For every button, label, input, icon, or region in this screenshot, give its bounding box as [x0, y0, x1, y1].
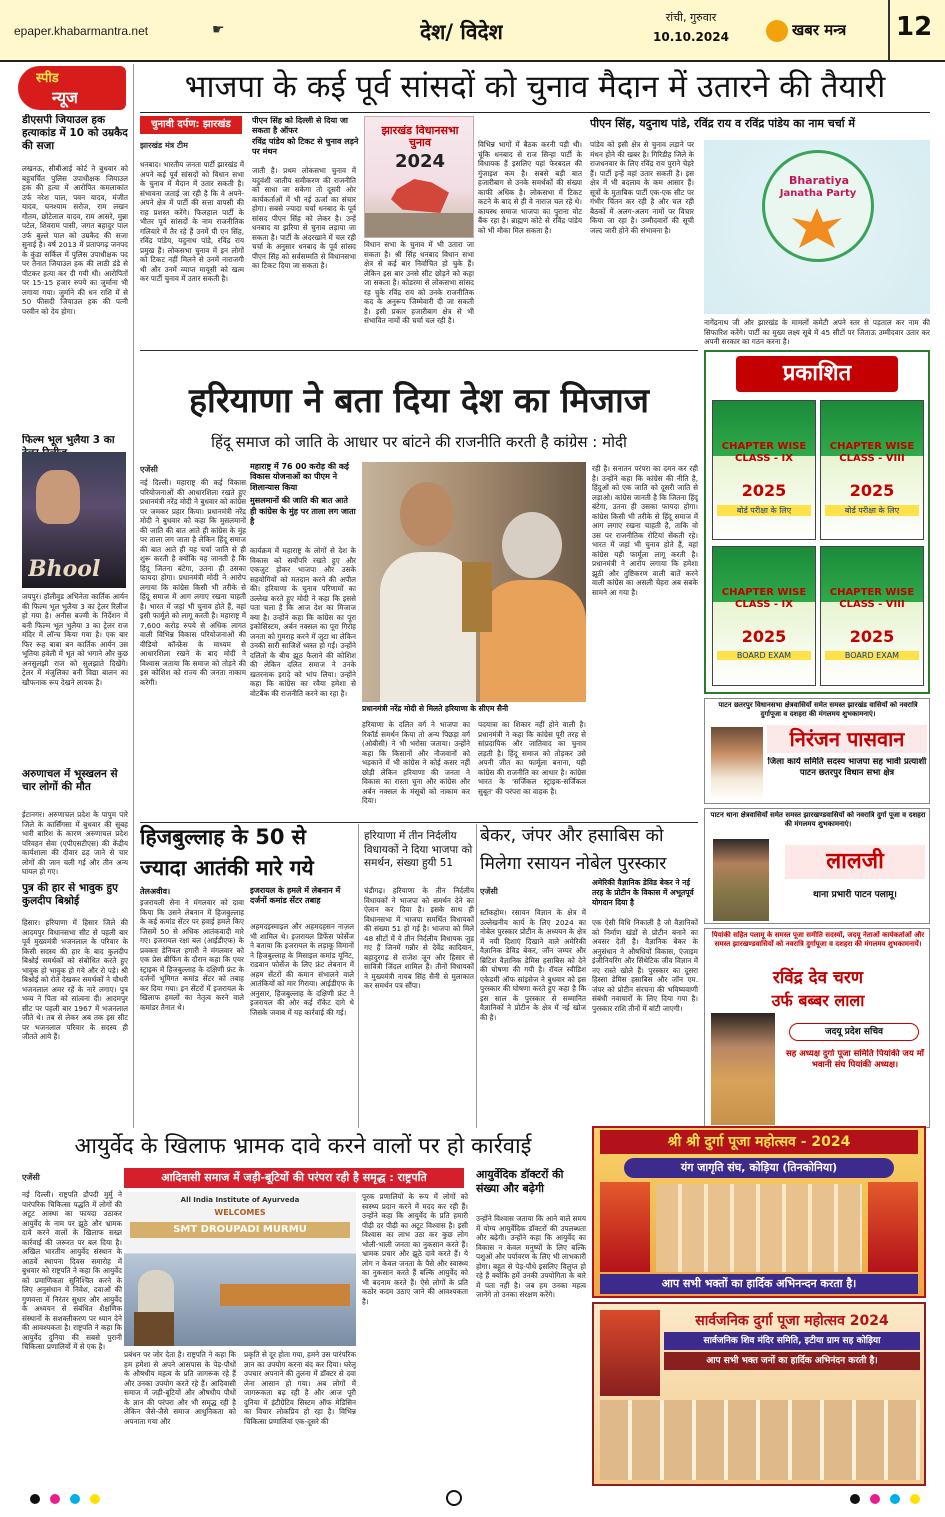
book3-year: 2025: [741, 627, 787, 646]
greeting3-top: पियांकी सहित पलामू के समस्त पूजा समीति सदस्यों, जदयू नेताओं कार्यकर्ताओं और समस्त झारखण्डवासियों को नवरात्रि दुर्गापूजा व दशहरा की मंगलमय शुभकामनायें।: [711, 931, 925, 948]
dais-shape: [220, 1284, 350, 1306]
hezbollah-col-2: अहमदइस्माइल और अहमदहसन नाज़ल भी शामिल थे। इजरायल डिफेंस फोर्सेज ने बताया कि इजरायल के लड़ाकू विमानों ने हिजबुल्लाह के मिसाइल कमांड यूनिट, राडवान फोर्सेज के लिए फ्रंट लेबनान में अहम सेंटरों की कमान संभालने वाले आतंकियों को मार गिराया। आईडीएफ के अनुसार, हिजबुल्लाह के दक्षिणी फ्रंट ने इजरायल की ओर कई रॉकेट दागे थे जिसके जवाब में यह कार्रवाई की गई।: [250, 922, 354, 1017]
cursor-icon: ☛: [212, 22, 225, 38]
election-graphic: [364, 116, 474, 238]
story2-headline: हरियाणा ने बता दिया देश का मिजाज: [188, 381, 650, 421]
ayurveda-col-2: प्रबंधन पर जोर देता है। राष्ट्रपति ने कहा कि हम हमेशा से अपने आसपास के पेड़-पौधों के औषधीय महत्व के प्रति जागरूक रहे हैं और उनका उपयोग करते रहे हैं। आदिवासी समाज में जड़ी-बूटियों और औषधीय पौधों के ज्ञान की परंपरा और भी समृद्ध रही है लेकिन जैसे-जैसे समाज आधुनिकता को अपनाता गया और: [124, 1350, 236, 1426]
speed-news-badge: [18, 66, 126, 110]
sidebar-story2-title: फिल्म भूल भुलैया 3 का: [22, 434, 115, 446]
brand-logo-icon: [766, 20, 788, 42]
story2-dateline: एजेंसी: [140, 465, 158, 474]
nobel-col-1: स्टॉकहोम। रसायन विज्ञान के क्षेत्र में उल्लेखनीय कार्य के लिए 2024 का नोबेल पुरस्कार प्रोटीन के अध्ययन के क्षेत्र में नयी दिशाएं दिखाने वाले अमेरिकी वैज्ञानिक डेविड बेकर, जॉन जम्पर और ब्रिटिश वैज्ञानिक डेमिस हसाबिस को देने की घोषणा की गयी है। रॉयल स्वीडिश एकेडमी ऑफ सांइसेज ने बुधवार को इस पुरस्कार की घोषणा करते हुए कहा है कि इस साल के पुरस्कार से सम्मानित वैज्ञानिकों ने प्रोटीन के क्षेत्र में नई खोज की है।: [480, 908, 586, 1022]
greeting3-photo: [711, 1013, 775, 1125]
lead-dateline: झारखंड मंत्र टीम: [140, 141, 188, 150]
film-poster-image: [22, 452, 126, 588]
book3-strip: BOARD EXAM: [717, 651, 811, 660]
hezbollah-headline-line-2: ज्यादा आतंकी मारे गये: [140, 856, 314, 880]
story2-col-3: हरियाणा के दलित वर्ग ने भाजपा का रिकॉर्ड समर्थन किया तो अन्य पिछड़ा वर्ग (ओबीसी) ने भी भरोसा जताया। उन्होंने कहा कि किसानों और नौजवानों को भड़काने में भी कांग्रेस ने कोई कसर नहीं छोड़ी लेकिन हरियाणा की जनता ने विकास का रास्ता चुना और कांग्रेस और अर्बन नक्सल के मंसूबों को नाकाम कर दिया।: [362, 720, 470, 805]
print-mark-black: [30, 1494, 40, 1504]
brand-name: खबर मन्त्र: [792, 21, 847, 39]
greeting1-role: जिला कार्य समिति सदस्य भाजपा सह भावी प्रत्याशी पाटन छतरपुर विधान सभा क्षेत्र: [767, 757, 927, 779]
lead-bullet-2: रविंद्र पांडेय को टिकट से चुनाव लड़ने पर मंथन: [252, 136, 359, 157]
place-day: रांची, गुरुवार: [665, 11, 717, 24]
lead-col-6: नागेंद्रनाथ जी और झारखंड के मामलों कमेटी अपने स्तर से पड़ताल कर नाम की सिफारिश करेंगे। पार्टी का मुख्य लक्ष्य सूबे में 45 सीटों पर जिताऊ उम्मीदवार उतार कर अपनी सरकार का गठन करना है।: [704, 318, 930, 346]
durga-puja-ad-1: [592, 1126, 926, 1298]
lead-tag: चुनावी दर्पण: झारखंड: [140, 116, 242, 134]
bjp-logo-line-1: Bharatiya: [788, 174, 850, 187]
durga2-org: सार्वजनिक शिव मंदिर समिति, इटीया ग्राम सह कोड़िया: [664, 1332, 920, 1350]
sidebar-story1-body: लखनऊ, सीबीआई कोर्ट ने बुधवार को बहुचर्चित पुलिस उपाधीक्षक जियाउल हक की हत्या में आरोपित कमलाकांत उर्फ नरेश पाल, पवन यादव, मंजीत यादव, घनश्याम सरोज, राम लखन गौतम, छोटेलाल यादव, राम आसरे, मुन्ना पटेल, शिवराम पासी, जगत बहादुर पाल उर्फ बुल्ले पाल को उम्रकैद की सजा सुनाई है। वर्ष 2013 में प्रतापगढ़ जनपद के कुंडा सर्किल में पुलिस उपाधीक्षक पद पर तैनात जियाउल हक की लाठी डंडे से पीटकर हत्या कर दी गयी थी। आरोपितों पर 15-15 हजार रुपये का जुर्माना भी लगाया गया। जुर्माने की धन राशि में से 50 फीसदी जियाउल हक की पत्नी परवीन को देय होगा।: [22, 164, 128, 316]
durga1-org: यंग जागृति संघ, कोड़िया (तिनकोनिया): [624, 1158, 894, 1178]
lead-bullet-1: पीएन सिंह को दिल्ली से दिया जा सकता है ऑफर: [252, 116, 349, 136]
lead-col-4: विभिन्न भागों में बैठक करनी पड़ी थी। चूंकि धनबाद से राज सिन्हा पार्टी के विधायक हैं इसलिए यहां फेरबदल की गुंजाइश कम है। सबसे बड़ी बात हजारीबाग से उनके समर्थकों की संख्या काफी अधिक है। लोकसभा में टिकट कटने के बाद से ही वे नाराज चल रहे थे। कायस्थ समाज भाजपा का पुराना वोट बैंक रहा है। ब्राह्मण कोटे से रविंद्र पांडेय को भी मौका मिल सकता है।: [478, 140, 582, 235]
hezbollah-bullet-1: इजरायल के हमले में लेबनान में दर्जनों कमांड सेंटर तबाह: [250, 886, 341, 906]
greeting1-name: निरंजन पासवान: [767, 725, 927, 753]
story2-subhead: हिंदू समाज को जाति के आधार पर बांटने की राजनीति करती है कांग्रेस : मोदी: [211, 433, 627, 451]
idol-gift-shape: [462, 562, 492, 632]
haryana-indep-body: चंडीगढ़। हरियाणा के तीन निर्दलीय विधायकों ने भाजपा को समर्थन देने का ऐलान कर दिया है। इसके साथ ही विधानसभा में भाजपा समर्थित विधायकों की संख्या 51 हो गई है। भाजपा को मिले 48 सीटों में ये तीन निर्दलीय विधायक जुड़ गए हैं जिनमें गन्नौर से देवेंद्र कादियान, बहादुरगढ़ से राजेश जून और हिसार से सावित्री जिंदल शामिल हैं। तीनों विधायकों ने मुख्यमंत्री नायब सिंह सैनी से मुलाकात कर समर्थन पत्र सौंपा।: [364, 886, 474, 990]
ayurveda-side-head: आयुर्वेदिक डॉक्टरों की संख्या और बढ़ेगी: [476, 1168, 564, 1196]
greeting1-top: पाटन छतरपुर विधानसभा क्षेत्रवासियों समेत समस्त झारखंड वासियों को नवरात्रि दुर्गापूजा व दशहरा की मंगलमय शुभकामनाएं।: [718, 701, 918, 718]
page-header: [0, 0, 945, 62]
lead-col-2: जाती है। प्रथम लोकसभा चुनाव में यदुवंशी जातीय समीकरण की राजनीति को साधा जा सकेगा तो दूसरी ओर कार्यकर्ताओं में भी नई ऊर्जा का संचार होगा। सबसे ज्यादा चर्चा धनबाद के पूर्व सांसद पीएन सिंह को लेकर है। उन्हें धनबाद या झरिया से चुनाव लड़ाया जा सकता है। पार्टी के अंदरखाने में चल रही चर्चा के अनुसार धनबाद के पूर्व सांसद पीएन सिंह को सर्वसम्मति से विधानसभा का टिकट दिया जा सकता है।: [252, 166, 356, 270]
sidebar-story3-title: अरुणाचल में भूस्खलन से चार लोगों की मौत: [22, 768, 118, 794]
print-mark-cyan: [70, 1494, 80, 1504]
book2-strip: बोर्ड परीक्षा के लिए: [825, 505, 919, 516]
lead-bullets: [252, 116, 364, 160]
nobel-divider: [476, 824, 477, 1130]
greeting3-badge: जदयू प्रदेश सचिव: [789, 1023, 919, 1041]
book2-title: CHAPTER WISE CLASS - VIII: [829, 441, 915, 464]
person2-body-shape: [480, 580, 586, 702]
badge-line-1: स्पीड: [36, 71, 59, 86]
issue-date: 10.10.2024: [653, 30, 729, 44]
story2-col-1: नई दिल्ली। महाराष्ट्र की कई विकास परियोजनाओं की आधारशिला रखते हुए प्रधानमंत्री नरेंद्र मोदी ने बुधवार को कांग्रेस पर जमकर प्रहार किया। प्रधानमंत्री नरेंद्र मोदी ने बुधवार को कहा कि मुसलमानों की जाति की बात आते ही कांग्रेस के मुंह पर ताला लग जाता है लेकिन हिंदू समाज की बात आते ही यह चर्चा जाति से ही शुरू करती है क्योंकि यह जानती है कि हिंदू जितना बंटेगा, उतना ही उसका फायदा होगा। प्रधानमंत्री मोदी ने आरोप लगाया कि कांग्रेस किसी भी तरीके से हिंदू समाज में आग लगाए रखना चाहती है। भारत में जहां भी चुनाव होते हैं, वहां इसी फार्मूले को लागू करती है। महाराष्ट्र में 7,600 करोड़ रुपये से अधिक लागत वाली विभिन्न विकास परियोजनाओं की वीडियो कॉन्फ्रेंस के माध्यम से आधारशिला रखने के बाद मोदी ने विश्वास जताया कि समाज को तोड़ने की इस कोशिश को राज्य की जनता नाकाम करेगी।: [140, 478, 246, 687]
greeting3-role: सह अध्यक्ष दुर्गा पूजा समिति पियांकी जय माँ भवानी संघ पियांकी अध्यक्ष।: [785, 1049, 925, 1071]
book-ad: [704, 350, 930, 694]
sidebar-story4-title: पुत्र की हार से भावुक हुए कुलदीप बिश्नोई: [22, 882, 118, 908]
story2-bullet-1: महाराष्ट्र में 76 00 करोड़ की कई विकास योजनाओं का पीएम ने शिलान्यास किया: [250, 462, 349, 492]
lead-rule: [140, 112, 930, 113]
book1-year: 2025: [741, 481, 787, 500]
greeting3-alias: उर्फ बब्बर लाला: [771, 991, 865, 1010]
story2-col-5: रही है। सनातन परंपरा का दमन कर रही है। उन्होंने कहा कि कांग्रेस की नीति है, हिंदुओं को एक जाति को दूसरी जाति से लड़ाओ। कांग्रेस जानती है कि जितना हिंदू बंटेगा, उतना ही उसका फायदा होगा। कांग्रेस किसी भी तरीके से हिंदू समाज में आग लगाए रखना चाहती है, ताकि वो उस पर राजनीतिक रोटियां सेंकती रहे। भारत में जहां भी चुनाव होते हैं, वहां कांग्रेस यही फार्मूला लागू करती है। प्रधानमंत्री ने आरोप लगाया कि हमेशा झूठी और तुष्टिकरण वाली बातें करने वाली कांग्रेस का असली चेहरा अब सबके सामने आ गया है।: [592, 464, 698, 597]
hezbollah-dateline: तेलअवीव।: [140, 887, 171, 896]
book1-title: CHAPTER WISE CLASS - IX: [721, 441, 807, 464]
ayurveda-col-3: प्रकृति से दूर होता गया, हमने उस पारंपरिक ज्ञान का उपयोग करना बंद कर दिया। घरेलू उपचार अपनाने की तुलना में डॉक्टर से दवा लेना आसान हो गया। अब लोगों में जागरूकता बढ़ रही है और आज पूरी दुनिया में इंटीग्रेटिव सिस्टम ऑफ मेडिसिन का विचार लोकप्रिय हो रहा है। विभिन्न चिकित्सा प्रणालियां एक-दूसरे की: [244, 1350, 356, 1426]
lead-headline: भाजपा के कई पूर्व सांसदों को चुनाव मैदान में उतारने की तैयारी: [184, 69, 886, 105]
lead-col-3: विधान सभा के चुनाव में भी उतारा जा सकता है। श्री सिंह धनबाद विधान सभा क्षेत्र से कई बार निर्वाचित हो चुके हैं। लेकिन इस बार उनसे सीट छोड़ने को कहा जा सकता है। कोडरमा से लोकसभा सांसद रह चुके रविंद्र राय को उनके राजनीतिक कद के अनुरूप जिम्मेवारी दी जा सकती है। इसी प्रकार हजारीबाग क्षेत्र से भी संभावित नामों की चर्चा चल रही है।: [364, 240, 474, 325]
durga1-goddess-right: [868, 1182, 918, 1272]
lead-bottom-rule: [140, 350, 698, 351]
book2-year: 2025: [849, 481, 895, 500]
print-mark-magenta-right: [870, 1494, 880, 1504]
person1-face-shape: [400, 482, 454, 546]
hezbollah-col-1: इजरायली सेना ने मंगलवार को दावा किया कि उसने लेबनान में हिजबुल्लाह के कई कमांड सेंटर पर हवाई हमले किए जिसमें 50 से अधिक आतंकवादी मारे गए। इजरायल रक्षा बल (आईडीएफ) के प्रवक्ता डेनियल हगारी ने मंगलवार को एक प्रेस ब्रीफिंग के दौरान कहा कि एयर स्ट्राइक में हिजबुल्लाह के दक्षिणी फ्रंट के दर्जनों भूमिगत कमांड सेंटर को तबाह कर दिया गया। इन सेंटरों में इजरायल के खिलाफ हमलों का नेतृत्व करने वाले कमांडर तैनात थे।: [140, 898, 244, 1012]
greeting2-photo: [713, 839, 769, 921]
ayurveda-col-1: नई दिल्ली। राष्ट्रपति द्रौपदी मुर्मु ने पारंपरिक चिकित्सा पद्धति में लोगों की अटूट आस्था का फायदा उठाकर आयुर्वेद के नाम पर झूठे और भ्रामक दावे करने वालों के खिलाफ सख्त कार्रवाई की जरूरत पर बल दिया है। अखिल भारतीय आयुर्वेद संस्थान के आठवें स्थापना दिवस समारोह में बुधवार को राष्ट्रपति ने कहा कि आयुर्वेद को प्रमाणिकता सुनिश्चित करने के लिए अनुसंधान में निवेश, दवाओं की गुणवत्ता में निरंतर सुधार और आयुर्वेद के अध्ययन से संबंधित शैक्षणिक संस्थानों के सशक्तीकरण पर ध्यान देने की आवश्यकता है। राष्ट्रपति ने कहा कि आयुर्वेद दुनिया की सबसे पुरानी चिकित्सा प्रणालियों में से एक है।: [22, 1190, 122, 1351]
bjp-logo-line-2: Janatha Party: [779, 188, 857, 199]
durga1-footer: आप सभी भक्तों का हार्दिक अभिनन्दन करता है।: [600, 1274, 918, 1294]
header-divider: [888, 0, 890, 60]
sidebar-story3-body: ईटानगर। अरुणाचल प्रदेश के पापुम पारे जिले के कार्सिंगसा में बुधवार की सुबह भारी बारिश के कारण अरुणाचल प्रदेश परिवहन सेवा (एपीएसटीएस) की केंद्रीय कार्यशाला की दीवार ढह जाने से चार लोगों की जान चली गई और तीन अन्य घायल हो गए।: [22, 810, 128, 876]
story2-col-2: कार्यक्रम में महाराष्ट्र के लोगों से देश के विकास को सर्वोपरि रखते हुए और एकजुट होकर भाजपा और उसके सहयोगियों को मतदान करने की अपील की। हरियाणा के चुनाव परिणामों का उल्लेख करते हुए मोदी ने कहा कि इससे पता चला है कि आज देश का मिजाज क्या है। उन्होंने कहा कि कांग्रेस का पूरा इकोसिस्टम, अर्बन नक्सल का पूरा गिरोह जनता को गुमराह करने में जुटा था लेकिन उनकी सारी साजिशें ध्वस्त हो गईं। उन्होंने दलितों के बीच झूठ फैलाने की कोशिश की लेकिन दलित समाज ने उनके खतरनाक इरादे को भांप लिया। उन्होंने कहा कि कांग्रेस का रवैया हमेशा से वोटबैंक की राजनीति करने का रहा है।: [250, 546, 356, 698]
photo-caption: प्रधानमंत्री नरेंद्र मोदी से मिलते हरियाणा के सीएम सैनी: [362, 704, 509, 713]
nobel-headline: [480, 822, 698, 882]
lead-col-5: पांडेय को इसी क्षेत्र से चुनाव लड़ाने पर मंथन होने की खबर है। गिरिडीह जिले के राजधनवार के लिए रविंद्र राय पुराने चेहरे हैं। पार्टी इन्हें वहां उतार सकती है। इस क्षेत्र में भी बदलाव के कम आसार हैं। सूत्रों के मुताबिक पार्टी एक-एक सीट पर गंभीर चिंतन कर रही है और चल रही बैठकों में अलग-अलग नामों पर विचार किया जा रहा है। उम्मीदवारों की सूची जल्द जारी होने की संभावना है।: [590, 140, 694, 235]
greeting1-photo: [711, 727, 763, 801]
durga2-title: सार्वजनिक दुर्गा पूजा महोत्सव 2024: [695, 1313, 889, 1329]
ayurveda-dateline: एजेंसी: [22, 1173, 40, 1182]
print-mark-magenta: [50, 1494, 60, 1504]
prakashit-banner: प्रकाशित: [736, 356, 898, 392]
print-mark-yellow: [90, 1494, 100, 1504]
ayurveda-headline: आयुर्वेद के खिलाफ भ्रामक दावे करने वालों पर हो कार्रवाई: [18, 1128, 588, 1166]
nobel-col-2: एक ऐसी विधि निकाली है जो वैज्ञानिकों को निर्माण खंडों से प्रोटीन बनाने का अवसर देती है। वैज्ञानिक बेकर के अनुसंधान ने औषधियों विकास, एंजाइम इंजीनियरिंग और सिंथेटिक जीव विज्ञान में नए रास्ते खोले हैं। पुरस्कार का दूसरा हिस्सा डेमिस हसाबिस और जॉन एम. जंपर को प्रोटीन संरचना की भविष्यवाणी संबंधी नवाचारों के लिए दिया गया है। पुरस्कार राशि तीनों में बांटी जाएगी।: [592, 918, 698, 1013]
poster-title: Bhool: [28, 556, 101, 582]
durga2-goddess: [600, 1310, 660, 1396]
website-url[interactable]: epaper.khabarmantra.net: [14, 24, 149, 38]
durga1-goddess-left: [600, 1182, 650, 1272]
hezbollah-divider: [358, 824, 359, 1130]
greeting-ad-2: [704, 808, 930, 924]
actor-face-shape: [36, 470, 80, 524]
bjp-logo-ring: [762, 150, 874, 262]
sidebar-divider: [133, 64, 134, 1130]
greeting-ad-3: [704, 928, 930, 1128]
section-title: देश/ विदेश: [420, 20, 503, 44]
nobel-headline-line-1: बेकर, जंपर और हसाबिस को: [480, 826, 664, 846]
book-cover-3[interactable]: [712, 546, 816, 686]
durga-puja-ad-2: [592, 1302, 926, 1486]
print-mark-cyan-right: [890, 1494, 900, 1504]
book-cover-1[interactable]: [712, 400, 816, 540]
person2-face-shape: [502, 512, 562, 578]
hezbollah-headline: [140, 822, 346, 884]
book4-title: CHAPTER WISE CLASS - VIII: [829, 587, 915, 610]
bjp-logo-panel: [704, 140, 930, 314]
graphic-title: झारखंड विधानसभा चुनाव: [381, 125, 459, 150]
hezbollah-headline-line-1: हिजबुल्लाह के 50 से: [140, 825, 306, 849]
greeting2-top: पाटन थाना क्षेत्रवासियों समेत समस्त झारखण्डवासियों को नवरात्रि दुर्गा पूजा व दशहरा की मंगलमय शुभकामनाएं।: [710, 811, 926, 828]
durga2-footer: आप सभी भक्त जनों का हार्दिक अभिनंदन करती है।: [664, 1352, 920, 1370]
greeting3-name: रविंद्र देव चरण: [772, 968, 864, 988]
nobel-bullet-1: अमेरिकी वैज्ञानिक डेविड बेकर ने नई तरह के प्रोटीन के विकास में अभूतपूर्व योगदान दिया है: [592, 878, 694, 907]
lead-subhead: पीएन सिंह, यदुनाथ पांडे, रविंद्र राय व रविंद्र पांडेय का नाम चर्चा में: [590, 117, 855, 130]
book4-year: 2025: [849, 627, 895, 646]
book1-strip: बोर्ड परीक्षा के लिए: [717, 505, 811, 516]
story2-col-4: पदयात्रा का शिकार नहीं होने वाली है। प्रधानमंत्री ने कहा कि कांग्रेस पूरी तरह से सांप्रदायिक और जातिवाद का चुनाव लड़ती है। हिंदू समाज को तोड़कर उसे अपनी जीत का फार्मूला बनाना, यही कांग्रेस की राजनीति का आधार है। कांग्रेस भारत के 'सर्जिकल स्ट्राइक-सर्जिकल सुबूत' की परंपरा का वाहक है।: [478, 720, 586, 796]
durga2-members-photos: [600, 1400, 920, 1480]
durga1-title: श्री श्री दुर्गा पूजा महोत्सव - 2024: [600, 1130, 918, 1154]
print-mark-yellow-right: [910, 1494, 920, 1504]
graphic-year: 2024: [394, 151, 446, 172]
photo-banner-line-3: SMT DROUPADI MURMU: [130, 1222, 350, 1238]
ayurveda-col-5: उन्होंने विश्वास जताया कि आने वाले समय में योग्य आयुर्वेदिक डॉक्टरों की उपलब्धता और बढ़ेगी। उन्होंने कहा कि आयुर्वेद का विकास न केवल मनुष्यों के लिए बल्कि पशुओं और पर्यावरण के लिए भी लाभकारी होगा। बहुत से पेड़-पौधे इसलिए विलुप्त हो रहे हैं क्योंकि हमें उनकी उपयोगिता के बारे में पता नहीं है। जब हम उनका महत्व जानेंगे तो उनका संरक्षण करेंगे।: [476, 1214, 586, 1299]
story2-bullet-2: मुसलमानों की जाति की बात आते ही कांग्रेस के मुंह पर ताला लग जाता है: [250, 496, 356, 526]
sidebar-story2-body: जयपुर। हॉलीवुड अभिनेता कार्तिक आर्यन की फिल्म भूल भुलैया 3 का ट्रेलर रिलीज हो गया है। अनीस बज्मी के निर्देशन में बनी फिल्म भूल भुलैया 3 का ट्रेलर राज मंदिर में लॉन्च किया गया है। एक बार फिर रूह बाबा बन कार्तिक आर्यन उस भूतिया हवेली में भूत को भगाने और कुछ अनसुलझी राज को सुलझाते दिखेंगे। ट्रेलर में मंजुलिका बनी विद्या बालन का खौफनाक रूप देखने लायक है।: [22, 592, 128, 687]
sidebar-story4-body: हिसार। हरियाणा में हिसार जिले की आदमपुर विधानसभा सीट से पहली बार पूर्व मुख्यमंत्री भजनलाल के परिवार के किसी सदस्य की हार के बाद कुलदीप बिश्नोई समर्थकों को संबोधित करते हुए भावुक हो भावुक हो गये और रो पड़े। श्री बिश्नोई को रोते देखकर समर्थकों ने चौधरी भजनलाल अमर रहें के नारे लगाए। पुत्र भव्य ने पिता को सांत्वना दी। आदमपुर सीट पर पहली बार 1967 में भजनलाल जीते थे। तब से लेकर अब तक इस सीट पर भजनलाल परिवार के सदस्य ही जीतते आये हैं।: [22, 918, 128, 1041]
photo-banner-line-1: All India Institute of Ayurveda: [180, 1196, 300, 1204]
print-mark-black-right: [850, 1494, 860, 1504]
president-event-photo: [124, 1192, 356, 1346]
greeting-ad-1: [704, 698, 930, 804]
lead-col-1: धनबाद। भारतीय जनता पार्टी झारखंड में अपने कई पूर्व सांसदों को विधान सभा के चुनाव में मैदान में उतार सकती है। संभावना जताई जा रही है कि वे अपने-अपने क्षेत्र में पार्टी की सत्ता वापसी की राह प्रशस्त करेंगे। फिलहाल पार्टी के भीतर पूर्व सांसदों के नाम राजनीतिक गलियारे में तैर रहे हैं उनमें पी एन सिंह, रविंद्र पांडेय, यदुनाथ पांडे, रविंद्र राय प्रमुख हैं। लोकसभा चुनाव में इन लोगों को टिकट नहीं मिलने से उनमें नाराजगी थी और उनमें व्याप्त मायूसी को खत्म कर पार्टी चुनाव में उतार सकती है।: [140, 160, 244, 283]
nobel-dateline: एजेंसी: [480, 887, 498, 896]
haryana-indep-headline: हरियाणा में तीन निर्दलीय विधायकों ने दिया भाजपा को समर्थन, संख्या हुयी 51: [364, 830, 473, 870]
greeting2-role: थाना प्रभारी पाटन पलामू।: [813, 890, 897, 900]
story2-bullets: [250, 462, 356, 542]
badge-line-2: न्यूज: [52, 88, 78, 107]
photo-banner-line-2: WELCOMES: [214, 1208, 266, 1217]
sidebar-story1-title: डीएसपी जियाउल हक हत्याकांड में 10 को उम्रकैद की सजा: [22, 114, 128, 153]
durga1-members-photos: [656, 1184, 862, 1272]
book4-strip: BOARD EXAM: [825, 651, 919, 660]
book3-title: CHAPTER WISE CLASS - IX: [721, 587, 807, 610]
registration-mark-icon: [446, 1490, 462, 1506]
ayurveda-col-4: पूरक प्रणालियों के रूप में लोगों को स्वस्थ्य प्रदान करने में मदद कर रही हैं। उन्होंने कहा कि आयुर्वेद के प्रति हमारी पीढ़ी दर पीढ़ी का अटूट विश्वास है। इसी विश्वास का लाभ उठा कर कुछ लोग भोली-भाली जनता का नुकसान करते हैं। भ्रामक प्रचार और झूठे दावे करते हैं। ये लोग न केवल जनता के पैसे और स्वास्थ्य का नुकसान करते हैं बल्कि आयुर्वेद को भी बदनाम करते हैं। ऐसे लोगों के प्रति कठोर कदम उठाए जाने की आवश्यकता है।: [362, 1192, 468, 1306]
page-number: 12: [896, 12, 933, 42]
ayurveda-subhead: आदिवासी समाज में जड़ी-बूटियों की परंपरा रही है समृद्ध : राष्ट्रपति: [124, 1168, 464, 1188]
jharkhand-map-shape: [391, 179, 449, 213]
nobel-headline-line-2: मिलेगा रसायन नोबेल पुरस्कार: [480, 854, 667, 874]
greeting2-name: लालजी: [785, 845, 925, 879]
podium-shape: [134, 1312, 174, 1346]
book-cover-2[interactable]: [820, 400, 924, 540]
assembly-building-shape: [365, 213, 474, 238]
modi-saini-photo: [362, 462, 586, 702]
book-cover-4[interactable]: [820, 546, 924, 686]
